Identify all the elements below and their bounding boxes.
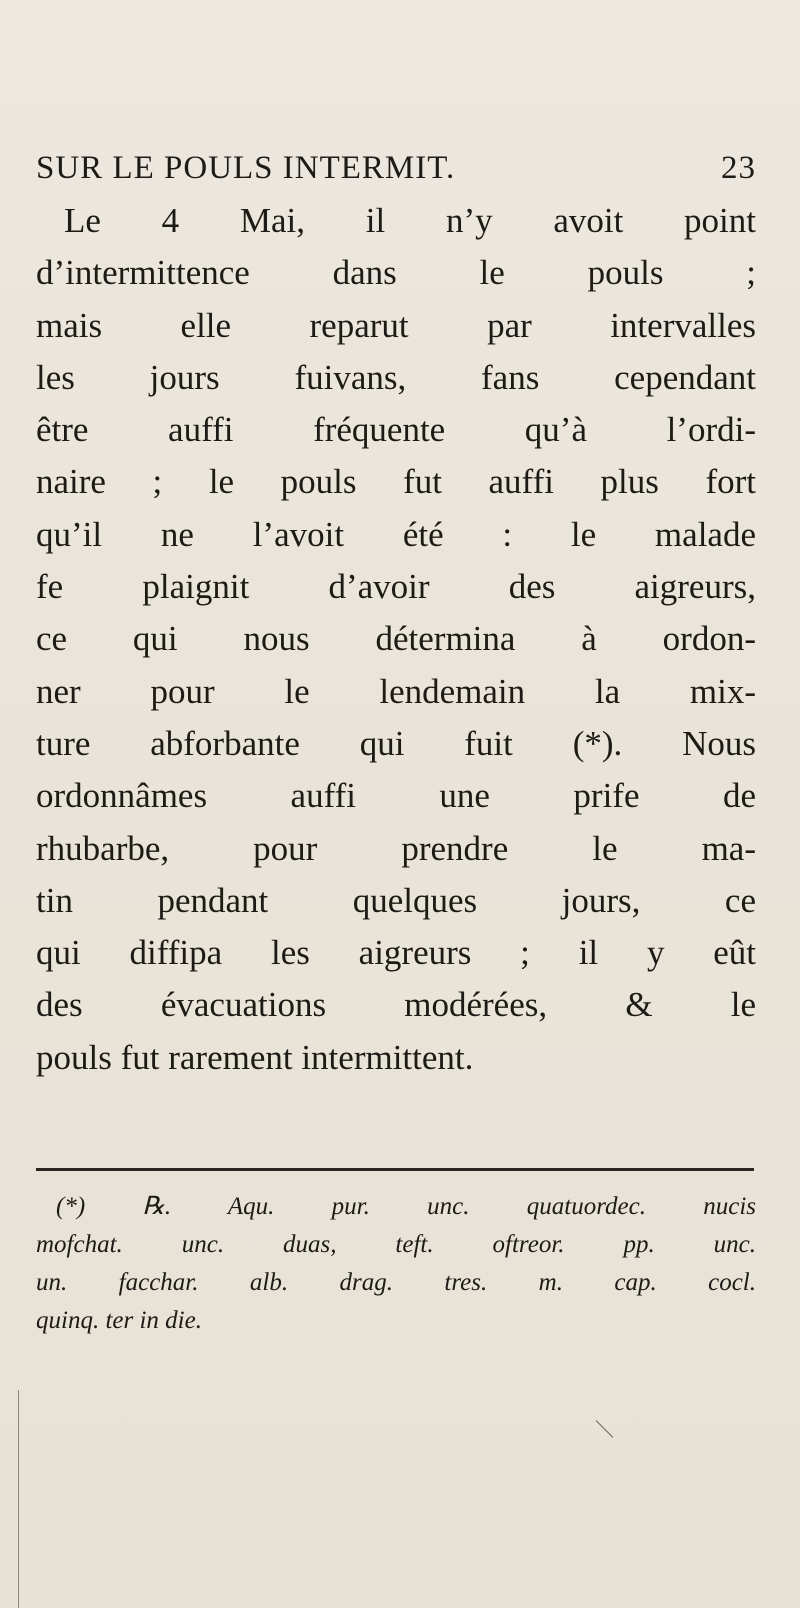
page-edge-line: [18, 1390, 19, 1608]
text-line: fe plaignit d’avoir des aigreurs,: [36, 567, 756, 607]
text-line: Le 4 Mai, il n’y avoit point: [64, 201, 756, 240]
text-line: ner pour le lendemain la mix-: [36, 671, 756, 711]
stray-mark: [596, 1420, 614, 1438]
footnote-rule: [36, 1168, 754, 1171]
text-line: naire ; le pouls fut auffi plus fort: [36, 462, 756, 502]
footnote: [36, 1188, 756, 1340]
text-line: pouls fut rarement intermittent.: [36, 1037, 474, 1077]
footnote-line: mofchat. unc. duas, teft. oftreor. pp. unc.: [36, 1231, 756, 1258]
text-line: les jours fuivans, fans cependant: [36, 357, 756, 397]
text-line: ordonnâmes auffi une prife de: [36, 776, 756, 816]
text-line: ce qui nous détermina à ordon-: [36, 619, 756, 659]
text-line: des évacuations modérées, & le: [36, 985, 756, 1025]
text-line: mais elle reparut par intervalles: [36, 305, 756, 345]
body-text: [36, 195, 756, 1084]
text-line: qui diffipa les aigreurs ; il y eût: [36, 933, 756, 973]
footnote-line: un. facchar. alb. drag. tres. m. cap. cocl.: [36, 1269, 756, 1296]
text-line: tin pendant quelques jours, ce: [36, 880, 756, 920]
footnote-line: (*) ℞. Aqu. pur. unc. quatuordec. nucis: [56, 1193, 756, 1220]
running-title: SUR LE POULS INTERMIT.: [36, 150, 456, 186]
text-line: rhubarbe, pour prendre le ma-: [36, 828, 756, 868]
page-number: 23: [721, 150, 756, 186]
text-line: qu’il ne l’avoit été : le malade: [36, 514, 756, 554]
running-head: [36, 150, 756, 194]
footnote-line: quinq. ter in die.: [36, 1307, 202, 1334]
text-line: être auffi fréquente qu’à l’ordi-: [36, 410, 756, 450]
text-line: ture abforbante qui fuit (*). Nous: [36, 723, 756, 763]
text-line: d’intermittence dans le pouls ;: [36, 253, 756, 293]
